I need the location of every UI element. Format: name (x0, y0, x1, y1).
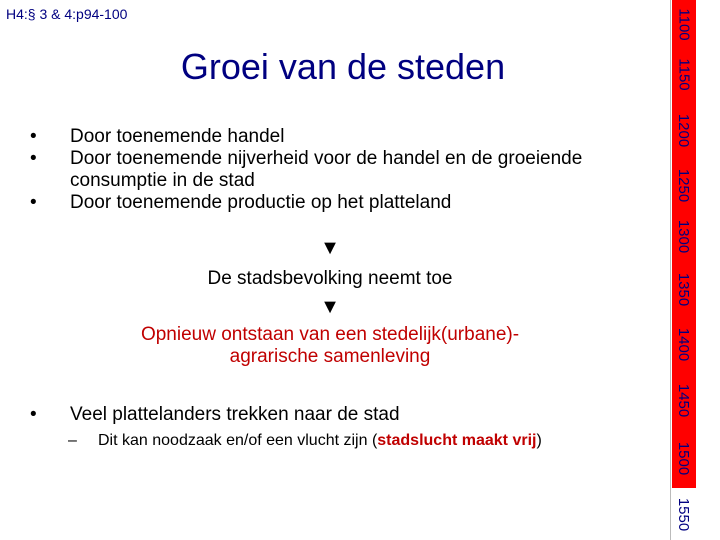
timeline-label: 1350 (675, 272, 693, 307)
bullet-list (28, 126, 668, 214)
timeline-label: 1250 (675, 168, 693, 202)
timeline-segment (670, 262, 696, 317)
arrow-1 (0, 238, 660, 260)
timeline-segment (670, 371, 696, 429)
page-title: Groei van de steden (180, 46, 506, 87)
timeline-segment (670, 48, 696, 101)
sub-bullet-text (98, 432, 668, 450)
timeline-label: 1550 (675, 497, 693, 531)
timeline (670, 0, 696, 540)
bullet-text: Door toenemende handel (70, 126, 285, 147)
red-statement (0, 324, 660, 368)
timeline-label: 1400 (675, 327, 693, 361)
red-statement-line1: Opnieuw ontstaan van een stedelijk(urbane)- (140, 324, 520, 345)
timeline-segment (670, 0, 696, 48)
sub-close: ) (536, 432, 542, 449)
sub-bold-text: stadslucht maakt vrij (377, 432, 537, 449)
timeline-label: 1100 (675, 7, 693, 41)
red-statement-line2: agrarische samenleving (229, 346, 431, 367)
timeline-segment (670, 429, 696, 488)
bullet-dot: • (30, 126, 37, 147)
header-reference: H4:§ 3 & 4:p94-100 (6, 6, 128, 22)
bullet-text: Veel plattelanders trekken naar de stad (70, 404, 400, 425)
timeline-segment (670, 101, 696, 159)
bullet-item (28, 148, 668, 192)
statement: De stadsbevolking neemt toe (207, 268, 453, 289)
timeline-segment (670, 159, 696, 211)
sub-text: Dit kan noodzaak en/of een vlucht zijn ( (98, 432, 378, 449)
down-arrow-icon: ▼ (320, 237, 340, 259)
timeline-label: 1300 (675, 219, 693, 254)
timeline-label: 1500 (675, 441, 693, 476)
bullet-item (28, 126, 668, 148)
bullet-item (28, 404, 668, 426)
timeline-segment (670, 488, 696, 540)
sub-dash: – (68, 432, 77, 449)
arrow-2 (0, 297, 660, 319)
timeline-label: 1200 (675, 113, 693, 147)
bullet-dot: • (30, 192, 37, 213)
timeline-segment (670, 317, 696, 371)
bullet-text: Door toenemende productie op het platteland (70, 192, 452, 213)
bullet-list-2 (28, 404, 668, 450)
bullet-item (28, 192, 668, 214)
bullet-dot: • (30, 404, 37, 425)
timeline-segment (670, 211, 696, 262)
down-arrow-icon: ▼ (320, 296, 340, 318)
timeline-label: 1150 (675, 58, 693, 91)
bullet-dot: • (30, 148, 37, 169)
bullet-text: Door toenemende nijverheid voor de handel en de groeiende consumptie in de stad (70, 148, 583, 191)
sub-bullet (28, 432, 668, 450)
timeline-label: 1450 (675, 383, 693, 417)
